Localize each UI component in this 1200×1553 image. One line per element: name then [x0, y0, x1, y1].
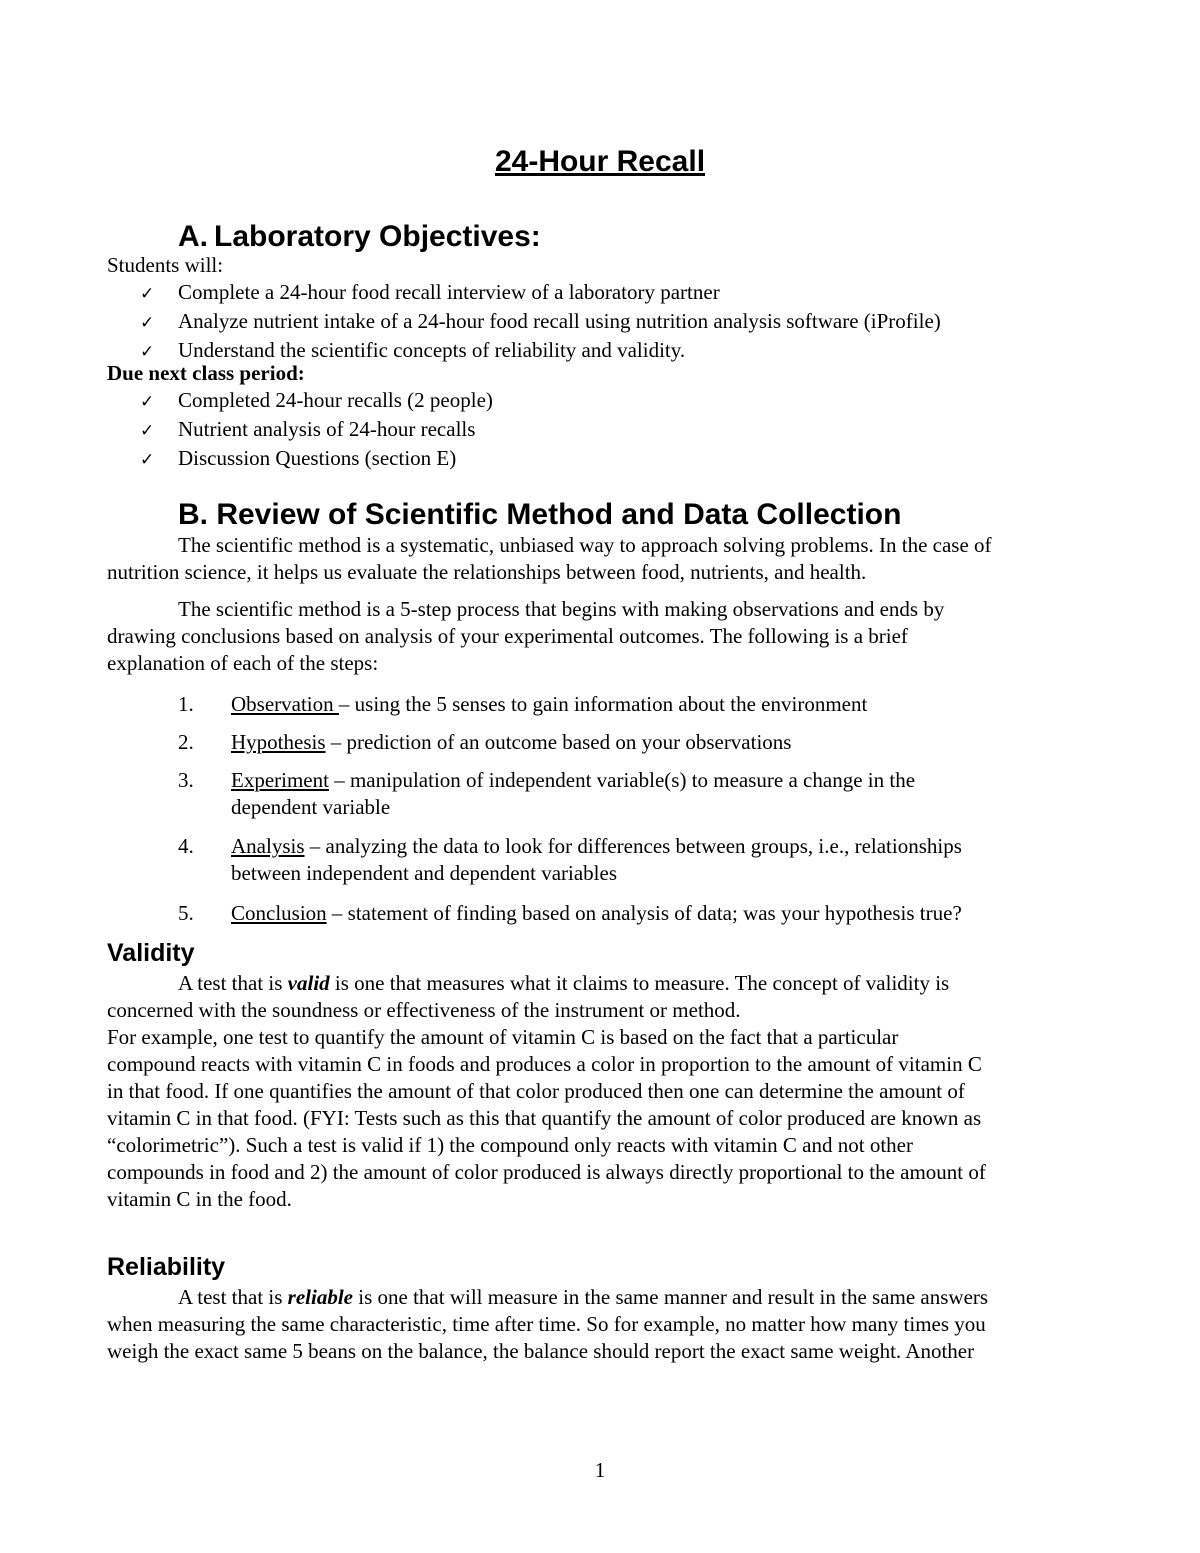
students-will-label: Students will: — [107, 253, 224, 277]
checkmark-icon: ✓ — [140, 450, 155, 470]
list-item: ✓ Nutrient analysis of 24-hour recalls — [140, 416, 493, 445]
step-term: Experiment — [231, 768, 329, 792]
list-item: ✓ Complete a 24-hour food recall interview of a laboratory partner — [140, 279, 941, 308]
step-term: Conclusion — [231, 901, 327, 925]
due-next-class-label: Due next class period: — [107, 361, 305, 385]
objectives-list — [140, 279, 941, 366]
document-page: 24-Hour Recall A. Laboratory Objectives: Students will: ✓ Complete a 24-hour food recall interview of a laboratory partner ✓ Analyze nutrient intake of a 24-hour food recall using nutrition analysis software (iProfile) ✓ Understand the scientific concepts of reliability and validity. Due next class period: ✓ Completed 24-hour recalls (2 people) ✓ Nutrient analysis of 24-hour recalls ✓ Discussion Questions (section E) B. Review of Scientific Method and Data Collection The scientific method is a systematic, unbiased way to approach solving problems. In the case of nutrition science, it helps us evaluate the relationships between food, nutrients, and health. The scientific method is a 5-step process that begins with making observations and ends by drawing conclusions based on analysis of your experimental outcomes. The following is a brief explanation of each of the steps: 1. Observation – using the 5 senses to gain information about the environment 2. Hypothesis – prediction of an outcome based on your observations 3. Experiment – manipulation of independent variable(s) to measure a change in the dependent variable 4. Analysis – analyzing the data to look for differences between groups, i.e., relationships between independent and dependent variables 5. Conclusion – statement of finding based on analysis of data; was your hypothesis true? Validity A test that is valid is one that measures what it claims to measure. The concept of validity is concerned with the soundness or effectiveness of the instrument or method. For example, one test to quantify the amount of vitamin C is based on the fact that a particular compound reacts with vitamin C in foods and produces a color in proportion to the amount of vitamin C in that food. If one quantifies the amount of that color produced then one can determine the amount of vitamin C in that food. (FYI: Tests such as this that quantify the amount of color produced are known as “colorimetric”). Such a test is valid if 1) the compound only reacts with vitamin C and not other compounds in food and 2) the amount of color produced is always directly proportional to the amount of vitamin C in the food. Reliability A test that is reliable is one that will measure in the same manner and result in the same answers when measuring the same characteristic, time after time. So for example, no matter how many times you weigh the exact same 5 beans on the balance, the balance should report the exact same weight. Another 1 — [0, 0, 1200, 1553]
list-item: ✓ Understand the scientific concepts of reliability and validity. — [140, 337, 941, 366]
reliability-paragraph: A test that is reliable is one that will measure in the same manner and result in the same answers when measuring the same characteristic, time after time. So for example, no matter how many times you weigh the exact same 5 beans on the balance, the balance should report the exact same weight. Another — [107, 1285, 989, 1363]
list-item: ✓ Completed 24-hour recalls (2 people) — [140, 387, 493, 416]
checkmark-icon: ✓ — [140, 392, 155, 412]
validity-paragraph: A test that is valid is one that measures what it claims to measure. The concept of validity is concerned with the soundness or effectiveness of the instrument or method. For example, one test to quantify the amount of vitamin C is based on the fact that a particular compound reacts with vitamin C in foods and produces a color in proportion to the amount of vitamin C in that food. If one quantifies the amount of that color produced then one can determine the amount of vitamin C in that food. (FYI: Tests such as this that quantify the amount of color produced are known as “colorimetric”). Such a test is valid if 1) the compound only reacts with vitamin C and not other compounds in food and 2) the amount of color produced is always directly proportional to the amount of vitamin C in the food. — [107, 971, 986, 1211]
document-title: 24-Hour Recall — [494, 145, 706, 178]
step-term: Analysis — [231, 834, 305, 858]
valid-emphasis: valid — [287, 971, 330, 995]
page-number: 1 — [594, 1458, 606, 1482]
step-term: Observation — [231, 692, 339, 716]
checkmark-icon: ✓ — [140, 342, 155, 362]
section-a-title: Laboratory Objectives: — [214, 220, 541, 253]
section-a-label: A. — [178, 220, 208, 253]
scientific-method-paragraph-1: The scientific method is a systematic, unbiased way to approach solving problems. In the case of nutrition science, it helps us evaluate the relationships between food, nutrients, and health. — [107, 533, 992, 584]
checkmark-icon: ✓ — [140, 284, 155, 304]
list-item: ✓ Analyze nutrient intake of a 24-hour food recall using nutrition analysis software (iProfile) — [140, 308, 941, 337]
step-term: Hypothesis — [231, 730, 326, 754]
due-items-list — [140, 387, 493, 474]
section-a-heading — [178, 218, 541, 256]
checkmark-icon: ✓ — [140, 313, 155, 333]
list-item: ✓ Discussion Questions (section E) — [140, 445, 493, 474]
reliable-emphasis: reliable — [287, 1285, 353, 1309]
section-b-heading: B. Review of Scientific Method and Data Collection — [178, 498, 902, 531]
reliability-heading: Reliability — [107, 1253, 226, 1281]
checkmark-icon: ✓ — [140, 421, 155, 441]
scientific-method-paragraph-2: The scientific method is a 5-step process that begins with making observations and ends by drawing conclusions based on analysis of your experimental outcomes. The following is a brief explanation of each of the steps: — [107, 597, 945, 675]
validity-heading: Validity — [107, 939, 195, 967]
